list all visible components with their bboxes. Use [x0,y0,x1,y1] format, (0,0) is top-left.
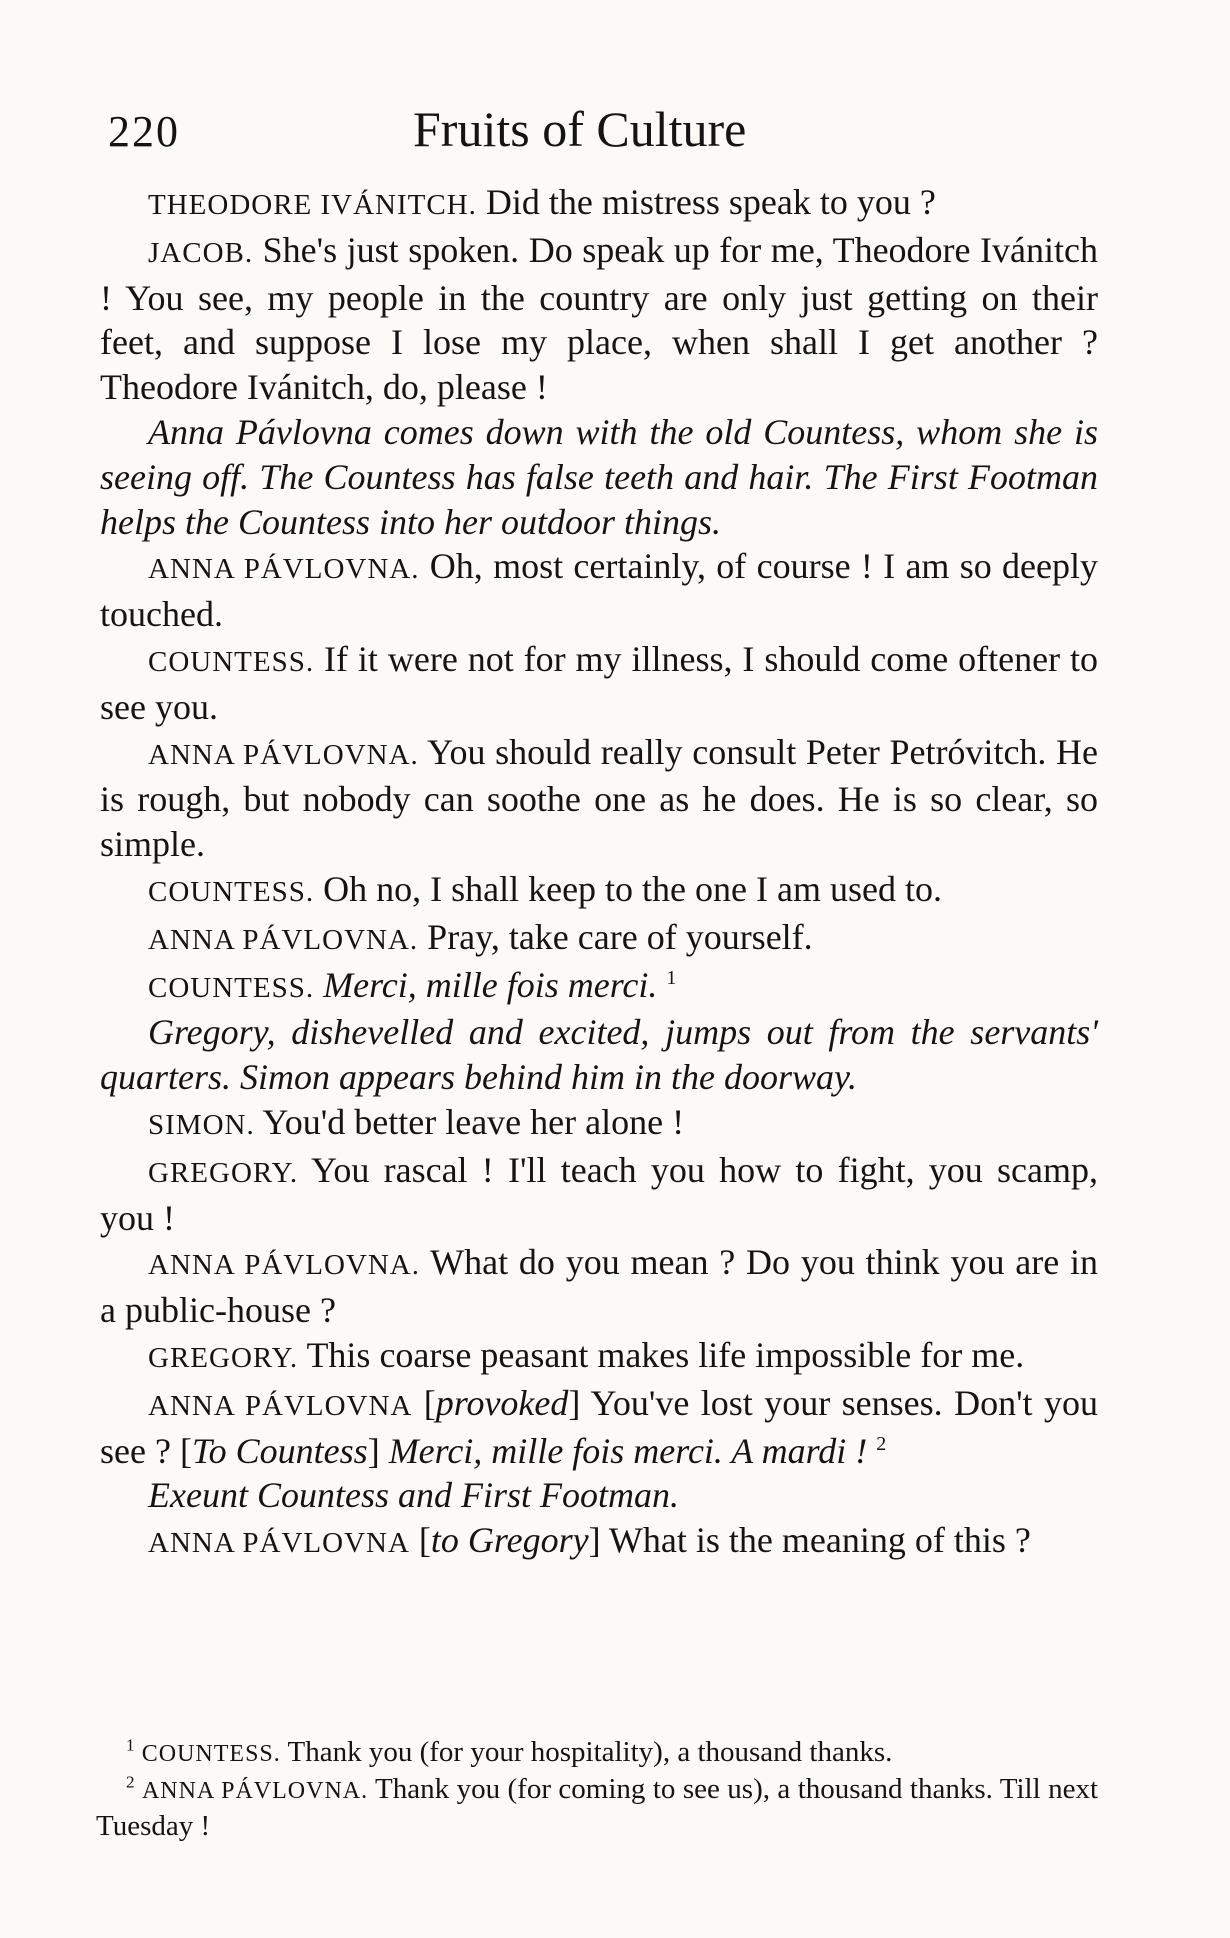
speaker-name: ANNA PÁVLOVNA. [148,1249,420,1282]
stage-direction: Exeunt Countess and First Footman. [148,1475,679,1516]
footnote-ref: 2 [876,1432,887,1455]
footnote-ref: 1 [666,966,677,989]
page-number: 220 [108,107,180,156]
speaker-name: ANNA PÁVLOVNA. [148,738,419,771]
dialogue-line [100,544,1098,637]
dialogue-line [100,1148,1098,1241]
dialogue-line: ANNA PÁVLOVNA [provoked] You've lost your senses. Don't you see ? [To Countess] Merci, mille fois merci. A mardi ! $^2$ [100,1382,1098,1471]
speech-text: You rascal ! I'll teach you how to fight, you scamp, you ! [100,1149,1098,1238]
dialogue-line [100,963,1098,1011]
inline-direction: to Gregory [430,1520,589,1561]
footnote-text: Thank you (for your hospitality), a thousand thanks. [280,1736,893,1768]
dialogue-line [100,1100,1098,1148]
speaker-name: COUNTESS. [148,645,315,678]
speech-text: This coarse peasant makes life impossible for me. [298,1334,1025,1375]
speech-text: Oh, most certainly, of course ! I am so deeply touched. [100,546,1098,635]
inline-direction: To Countess [191,1430,368,1471]
speaker-name: SIMON. [148,1108,255,1141]
speaker-name: COUNTESS. [148,971,315,1004]
dialogue-line [100,1240,1098,1333]
footnotes [96,1735,1098,1844]
dialogue-line [100,867,1098,915]
dialogue-line: ANNA PÁVLOVNA [to Gregory] What is the meaning of this ? [148,1520,1031,1561]
speaker-name: JACOB. [148,236,254,269]
play-text [100,180,1098,1566]
dialogue-line [100,637,1098,730]
speech-text: She's just spoken. Do speak up for me, Theodore Ivánitch ! You see, my people in the country are only just getting on their feet, and suppose I lose my place, when shall I get another ? Theodore Ivánitch, do, please ! [100,229,1098,408]
inline-direction: provoked [435,1382,569,1423]
running-title: Fruits of Culture [413,101,747,157]
footnote [96,1735,1098,1772]
stage-direction: Anna Pávlovna comes down with the old Countess, whom she is seeing off. The Countess has false teeth and hair. The First Footman helps the Countess into her outdoor things. [100,411,1098,542]
speaker-name: ANNA PÁVLOVNA. [148,553,420,586]
speaker-name: ANNA PÁVLOVNA. [148,923,419,956]
dialogue-line [100,228,1098,410]
speaker-name: ANNA PÁVLOVNA [148,1527,410,1560]
speech-text: What is the meaning of this ? [600,1520,1031,1561]
speaker-name: COUNTESS. [141,1741,281,1767]
speech-text: Merci, mille fois merci. [323,964,658,1005]
dialogue-line [100,915,1098,963]
speech-text-french: Merci, mille fois merci. A mardi ! [388,1430,868,1471]
speech-text: You've lost your senses. Don't you see ? [100,1382,1098,1471]
dialogue-line [100,180,1098,228]
speech-text: Pray, take care of yourself. [418,916,813,957]
speaker-name: GREGORY. [148,1341,299,1374]
speaker-name: ANNA PÁVLOVNA [148,1389,413,1422]
dialogue-line [100,730,1098,867]
speaker-name: THEODORE IVÁNITCH. [148,189,477,221]
footnote-marker: 1 [126,1735,135,1755]
footnote-text: Thank you (for coming to see us), a thousand thanks. Till next Tuesday ! [96,1773,1098,1842]
stage-direction: Gregory, dishevelled and excited, jumps out from the servants' quarters. Simon appears behind him in the doorway. [100,1012,1098,1098]
speaker-name: GREGORY. [148,1156,299,1189]
speech-text: Did the mistress speak to you ? [476,182,936,222]
footnote [96,1772,1098,1844]
speech-text: What do you mean ? Do you think you are in a public-house ? [100,1242,1099,1331]
footnote-marker: 2 [126,1772,135,1792]
speech-text: You'd better leave her alone ! [254,1101,685,1142]
speech-text: You should really consult Peter Petróvitch. He is rough, but nobody can soothe one as he does. He is so clear, so simple. [100,731,1099,865]
speech-text: Oh no, I shall keep to the one I am used to. [314,868,942,909]
speaker-name: ANNA PÁVLOVNA. [141,1778,369,1804]
speaker-name: COUNTESS. [148,875,315,908]
running-header [108,100,1098,170]
dialogue-line [100,1333,1098,1381]
speech-text: If it were not for my illness, I should come oftener to see you. [100,638,1098,727]
